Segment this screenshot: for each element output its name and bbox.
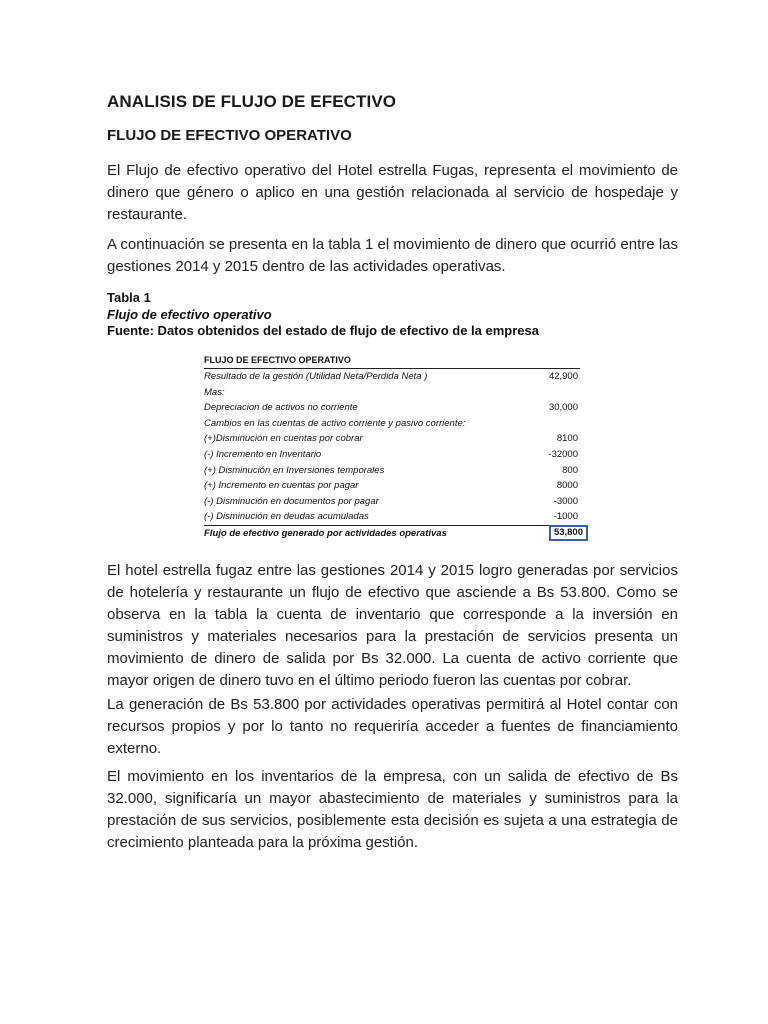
row-value: 8100 bbox=[556, 433, 578, 445]
row-value: 42,900 bbox=[548, 371, 578, 382]
table-label: Tabla 1 bbox=[107, 290, 151, 305]
row-value: -3000 bbox=[553, 495, 578, 507]
paragraph-analysis: El hotel estrella fugaz entre las gestiones 2014 y 2015 logro generadas por servicios de hotelería y restaurante un flujo de efectivo que asciende a Bs 53.800. Como se observa en la tabla la cuenta de inventario que corresponde a la inversión en suministros y materiales necesarios para la prestación de servicios presenta un movimiento de dinero de salida por Bs 32.000. La cuenta de activo corriente que mayor origen de dinero tuvo en el último periodo fueron las cuentas por cobrar. bbox=[107, 562, 678, 689]
total-label: Flujo de efectivo generado por actividades operativas bbox=[204, 527, 447, 539]
row-value: 800 bbox=[562, 464, 578, 476]
table-row bbox=[204, 478, 580, 494]
total-value-highlight: 53,800 bbox=[549, 525, 588, 541]
paragraph-inventory: El movimiento en los inventarios de la empresa, con un salida de efectivo de Bs 32.000, significaría un mayor abastecimiento de materiales y suministros para la prestación de sus servicios, posiblemente esta decisión es sujeta a una estrategia de crecimiento planteada para la próxima gestión. bbox=[107, 768, 678, 851]
paragraph-table-intro: A continuación se presenta en la tabla 1 el movimiento de dinero que ocurrió entre las gestiones 2014 y 2015 dentro de las actividades operativas. bbox=[107, 236, 678, 275]
table-title: Flujo de efectivo operativo bbox=[107, 307, 272, 322]
table-header: FLUJO DE EFECTIVO OPERATIVO bbox=[204, 353, 580, 369]
table-source: Fuente: Datos obtenidos del estado de flujo de efectivo de la empresa bbox=[107, 323, 539, 338]
paragraph-generation: La generación de Bs 53.800 por actividades operativas permitirá al Hotel contar con recursos propios y por lo tanto no requeriría acceder a fuentes de financiamiento externo. bbox=[107, 696, 678, 757]
page-title: ANALISIS DE FLUJO DE EFECTIVO bbox=[107, 92, 397, 111]
table-row bbox=[204, 400, 580, 416]
table-row bbox=[204, 494, 580, 510]
row-value: 30,000 bbox=[548, 402, 578, 414]
row-label: Depreciacion de activos no corriente bbox=[204, 402, 358, 414]
table-row bbox=[204, 431, 580, 447]
row-label: Mas: bbox=[204, 386, 225, 398]
table-row bbox=[204, 509, 580, 525]
table-row bbox=[204, 369, 580, 385]
row-label: (+) Disminución en Inversiones temporales bbox=[204, 464, 385, 476]
row-label: (-) Incremento en Inventario bbox=[204, 448, 322, 460]
section-heading: FLUJO DE EFECTIVO OPERATIVO bbox=[107, 127, 352, 144]
row-value: 8000 bbox=[556, 480, 578, 492]
row-label: (+)Disminución en cuentas por cobrar bbox=[204, 433, 363, 445]
row-value bbox=[578, 416, 580, 432]
table-row bbox=[204, 385, 580, 401]
row-value: -32000 bbox=[548, 448, 578, 460]
table-total-row bbox=[204, 525, 583, 542]
table-row bbox=[204, 447, 580, 463]
row-label: (-) Disminución en deudas acumuladas bbox=[204, 511, 369, 523]
cash-flow-table bbox=[204, 353, 583, 542]
row-value: -1000 bbox=[553, 511, 578, 523]
row-label: (+) Incremento en cuentas por pagar bbox=[204, 480, 359, 492]
row-label: (-) Disminución en documentos por pagar bbox=[204, 495, 379, 507]
paragraph-intro: El Flujo de efectivo operativo del Hotel estrella Fugas, representa el movimiento de dinero que género o aplico en una gestión relacionada al servicio de hospedaje y restaurante. bbox=[107, 162, 678, 223]
row-value bbox=[578, 385, 580, 401]
table-row bbox=[204, 416, 580, 432]
row-label: Resultado de la gestión (Utilidad Neta/Perdida Neta ) bbox=[204, 371, 428, 382]
row-label: Cambios en las cuentas de activo corriente y pasivo corriente: bbox=[204, 417, 466, 429]
table-row bbox=[204, 463, 580, 479]
